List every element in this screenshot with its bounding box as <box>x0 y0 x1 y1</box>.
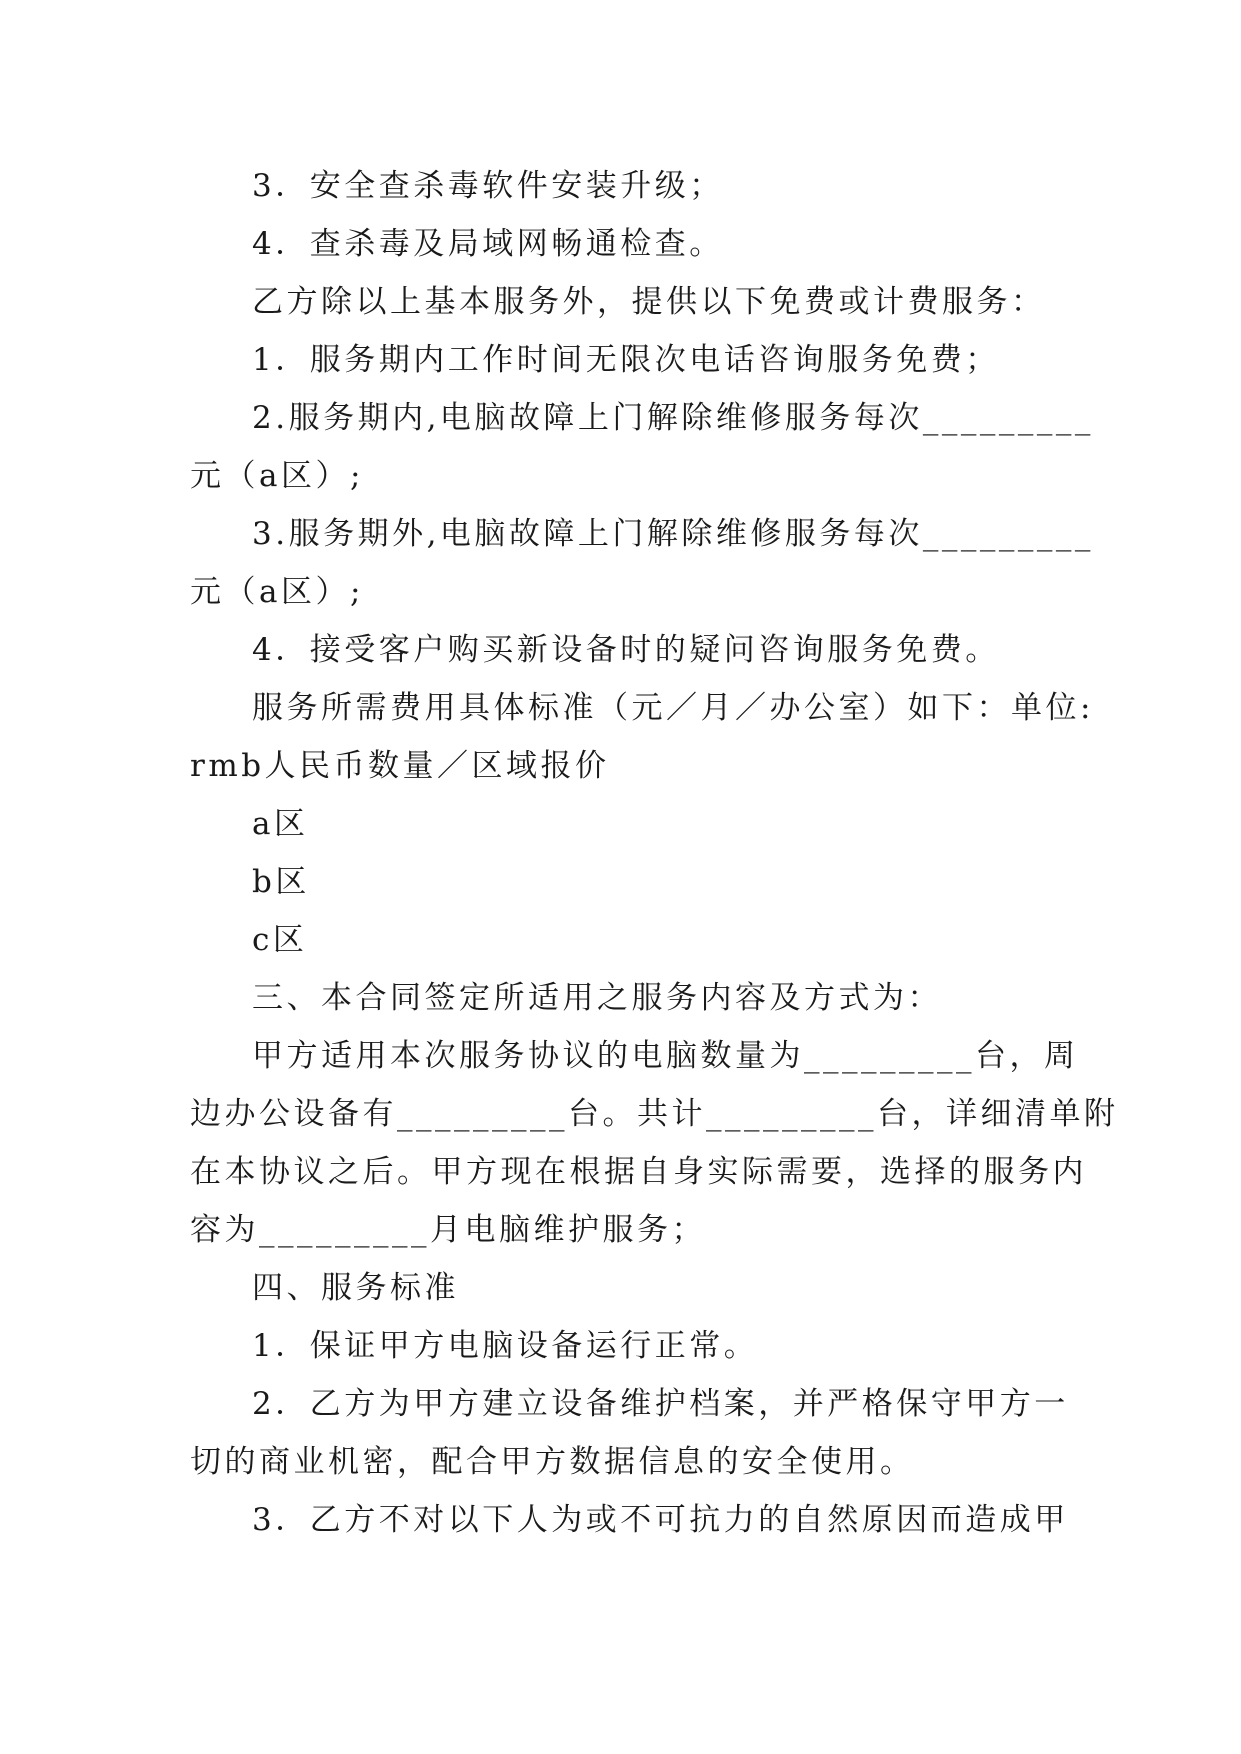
text-line: 元（a区）; <box>190 458 364 494</box>
text-line: 切的商业机密，配合甲方数据信息的安全使用。 <box>190 1444 915 1480</box>
text-line: 2．乙方为甲方建立设备维护档案，并严格保守甲方一 <box>252 1386 1069 1422</box>
text-line: 元（a区）; <box>190 574 364 610</box>
text-line: 服务所需费用具体标准（元／月／办公室）如下：单位: <box>252 690 1094 726</box>
text-line: 4．查杀毒及局域网畅通检查。 <box>252 226 724 262</box>
text-line: 甲方适用本次服务协议的电脑数量为_________台，周 <box>252 1038 1079 1074</box>
text-line: b区 <box>252 864 310 900</box>
text-line: 三、本合同签定所适用之服务内容及方式为： <box>252 980 942 1016</box>
text-line: 1．服务期内工作时间无限次电话咨询服务免费； <box>252 342 1000 378</box>
text-line: 4．接受客户购买新设备时的疑问咨询服务免费。 <box>252 632 1000 668</box>
text-line: 3.服务期外,电脑故障上门解除维修服务每次_________ <box>252 516 1094 552</box>
text-line: 容为_________月电脑维护服务； <box>190 1212 706 1248</box>
text-line: 在本协议之后。甲方现在根据自身实际需要，选择的服务内 <box>190 1154 1087 1190</box>
text-line: c区 <box>252 922 308 958</box>
text-line: a区 <box>252 806 309 842</box>
text-line: rmb人民币数量／区域报价 <box>190 748 610 784</box>
text-line: 3．安全查杀毒软件安装升级； <box>252 168 724 204</box>
text-line: 乙方除以上基本服务外，提供以下免费或计费服务： <box>252 284 1046 320</box>
text-line: 边办公设备有_________台。共计_________台，详细清单附 <box>190 1096 1119 1132</box>
text-line: 2.服务期内,电脑故障上门解除维修服务每次_________ <box>252 400 1094 436</box>
text-line: 1．保证甲方电脑设备运行正常。 <box>252 1328 759 1364</box>
text-line: 3．乙方不对以下人为或不可抗力的自然原因而造成甲 <box>252 1502 1069 1538</box>
text-line: 四、服务标准 <box>252 1270 459 1306</box>
